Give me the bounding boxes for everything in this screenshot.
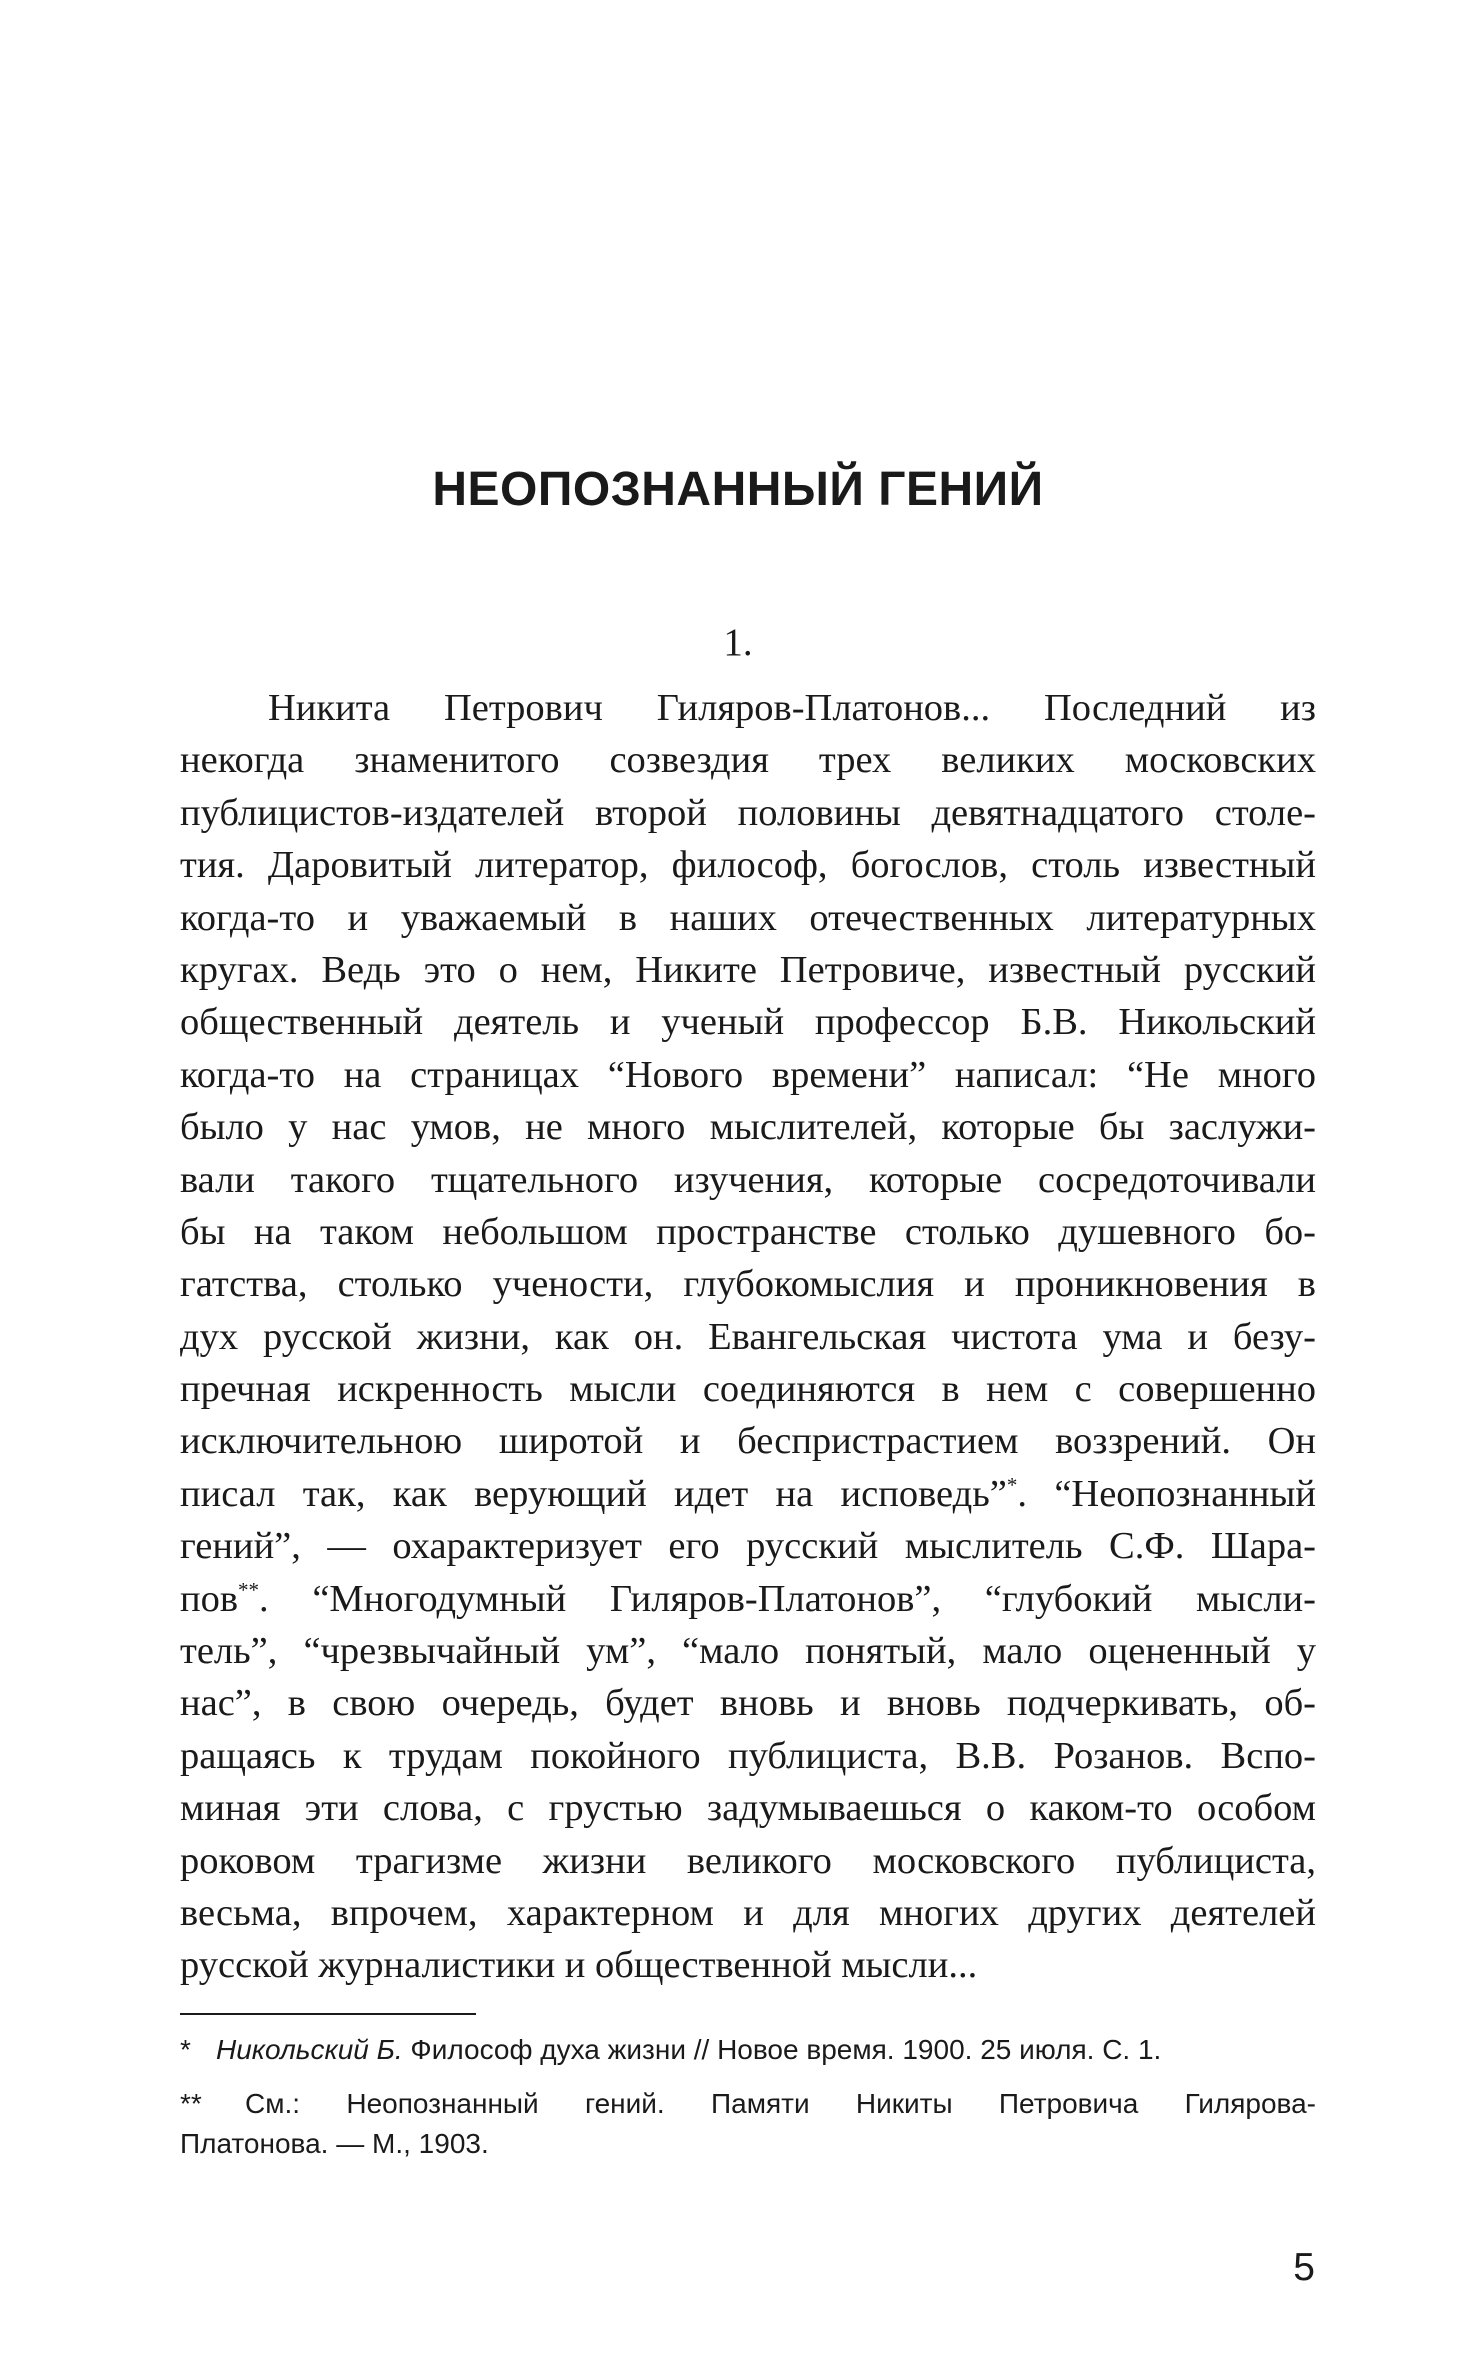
body-text	[180, 682, 1316, 1992]
text-line: когда-то на страницах “Нового времени” написал: “Не много	[180, 1053, 1316, 1096]
footnote-2	[180, 2084, 1316, 2164]
footnote-ref-1[interactable]: *	[1006, 1473, 1018, 1498]
text-line	[180, 1573, 1316, 1625]
text-segment: пов	[180, 1577, 239, 1620]
section-number: 1.	[723, 621, 753, 664]
footnote-author: Никольский Б.	[216, 2034, 403, 2065]
text-line: когда-то и уважаемый в наших отечественных литературных	[180, 896, 1316, 939]
text-line: нас”, в свою очередь, будет вновь и вновь подчеркивать, об-	[180, 1682, 1316, 1725]
text-line: миная эти слова, с грустью задумываешься о каком-то особом	[180, 1787, 1316, 1830]
text-line: роковом трагизме жизни великого московского публициста,	[180, 1839, 1316, 1882]
footnote-ref-2[interactable]: **	[238, 1577, 260, 1602]
text-line: кругах. Ведь это о нем, Никите Петровиче, известный русский	[180, 948, 1316, 991]
text-line: гатства, столько учености, глубокомыслия и проникновения в	[180, 1263, 1316, 1306]
page-number: 5	[1293, 2246, 1315, 2289]
text-segment: писал так, как верующий идет на исповедь”	[180, 1472, 1007, 1515]
text-line: было у нас умов, не много мыслителей, которые бы заслужи-	[180, 1106, 1316, 1149]
text-segment: . “Неопознанный	[1017, 1472, 1316, 1515]
text-line: тель”, “чрезвычайный ум”, “мало понятый, мало оцененный у	[180, 1630, 1316, 1673]
text-line: бы на таком небольшом пространстве столько душевного бо-	[180, 1210, 1316, 1253]
text-line	[180, 1468, 1316, 1520]
text-line: дух русской жизни, как он. Евангельская чистота ума и безу-	[180, 1315, 1316, 1358]
text-line: весьма, впрочем, характерном и для многих других деятелей	[180, 1891, 1316, 1934]
footnote-text: См.: Неопознанный гений. Памяти Никиты Петровича Гилярова-	[245, 2088, 1316, 2119]
text-line: вали такого тщательного изучения, которые сосредоточивали	[180, 1158, 1316, 1201]
text-line: ращаясь к трудам покойного публициста, В.В. Розанов. Вспо-	[180, 1734, 1316, 1777]
text-line: некогда знаменитого созвездия трех великих московских	[180, 739, 1316, 782]
text-segment: . “Многодумный Гиляров-Платонов”, “глубокий мысли-	[259, 1577, 1316, 1620]
footnotes	[180, 2030, 1316, 2178]
text-line: русской журналистики и общественной мысли...	[180, 1944, 978, 1987]
page-title: НЕОПОЗНАННЫЙ ГЕНИЙ	[432, 463, 1044, 516]
footnote-text: Философ духа жизни // Новое время. 1900. 25 июля. С. 1.	[402, 2034, 1162, 2065]
text-line: Никита Петрович Гиляров-Платонов... Последний из	[268, 687, 1316, 729]
footnote-marker: *	[180, 2034, 191, 2065]
footnote-line: Платонова. — М., 1903.	[180, 2128, 489, 2159]
text-line: публицистов-издателей второй половины девятнадцатого столе-	[180, 791, 1316, 834]
text-line: общественный деятель и ученый профессор Б.В. Никольский	[180, 1001, 1316, 1044]
footnote-line	[180, 2084, 1316, 2124]
text-line: гений”, — охарактеризует его русский мыслитель С.Ф. Шара-	[180, 1525, 1316, 1568]
text-line: тия. Даровитый литератор, философ, богослов, столь известный	[180, 844, 1316, 887]
text-line: исключительною широтой и беспристрастием воззрений. Он	[180, 1420, 1316, 1463]
footnote-1	[180, 2030, 1316, 2070]
footnote-marker: **	[180, 2088, 202, 2119]
text-line: пречная искренность мысли соединяются в нем с совершенно	[180, 1368, 1316, 1411]
footnote-divider	[180, 2013, 476, 2015]
